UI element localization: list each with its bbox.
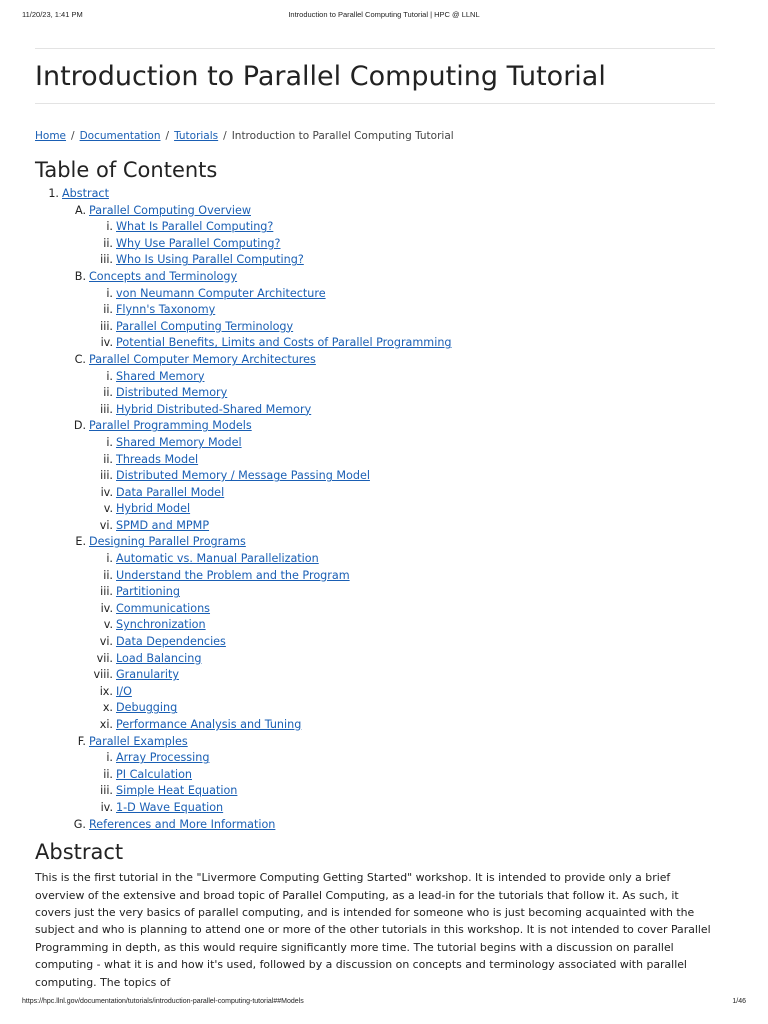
toc-item-parallel-programming-models bbox=[62, 418, 715, 534]
toc-link-why-use-parallel-computing[interactable]: Why Use Parallel Computing? bbox=[116, 236, 281, 250]
toc-link-parallel-computer-memory-architectures[interactable]: Parallel Computer Memory Architectures bbox=[89, 352, 316, 366]
toc-item-threads-model bbox=[89, 452, 715, 469]
toc-item-potential-benefits-limits-and-costs-of-parallel-programming bbox=[89, 335, 715, 352]
toc-item-marker: vi. bbox=[99, 518, 113, 532]
print-datetime: 11/20/23, 1:41 PM bbox=[22, 10, 83, 19]
toc-item-marker: iii. bbox=[100, 585, 113, 599]
abstract-heading: Abstract bbox=[35, 840, 124, 865]
toc-item-data-parallel-model bbox=[89, 485, 715, 502]
toc-link-hybrid-distributed-shared-memory[interactable]: Hybrid Distributed-Shared Memory bbox=[116, 402, 312, 416]
toc-link-partitioning[interactable]: Partitioning bbox=[116, 585, 180, 599]
toc-item-parallel-computing-overview bbox=[62, 203, 715, 269]
breadcrumb bbox=[35, 129, 715, 143]
toc-link-simple-heat-equation[interactable]: Simple Heat Equation bbox=[116, 784, 238, 798]
toc-item-shared-memory-model bbox=[89, 435, 715, 452]
print-doc-title: Introduction to Parallel Computing Tutorial | HPC @ LLNL bbox=[288, 10, 480, 19]
toc-link-parallel-programming-models[interactable]: Parallel Programming Models bbox=[89, 419, 252, 433]
breadcrumb-link-documentation[interactable]: Documentation bbox=[79, 130, 161, 142]
toc-link-understand-the-problem-and-the-program[interactable]: Understand the Problem and the Program bbox=[116, 568, 350, 582]
toc-sublist bbox=[89, 551, 715, 734]
toc-item-marker: i. bbox=[106, 751, 113, 765]
toc-item-distributed-memory bbox=[89, 385, 715, 402]
toc-item-parallel-computer-memory-architectures bbox=[62, 352, 715, 418]
toc-item-marker: v. bbox=[103, 618, 113, 632]
toc-item-marker: D. bbox=[73, 419, 86, 433]
toc-item-marker: vi. bbox=[99, 635, 113, 649]
toc-item-marker: F. bbox=[77, 734, 86, 748]
toc-item-marker: i. bbox=[106, 435, 113, 449]
toc-item-understand-the-problem-and-the-program bbox=[89, 568, 715, 585]
toc-sublist bbox=[89, 286, 715, 352]
toc-item-hybrid-model bbox=[89, 501, 715, 518]
toc-item-marker: i. bbox=[106, 552, 113, 566]
breadcrumb-separator: / bbox=[223, 130, 227, 142]
toc-link-pi-calculation[interactable]: PI Calculation bbox=[116, 767, 193, 781]
toc-item-i-o bbox=[89, 684, 715, 701]
toc-item-von-neumann-computer-architecture bbox=[89, 286, 715, 303]
toc-item-marker: ii. bbox=[103, 236, 113, 250]
toc-item-why-use-parallel-computing bbox=[89, 236, 715, 253]
toc-item-1-d-wave-equation bbox=[89, 800, 715, 817]
toc-item-shared-memory bbox=[89, 369, 715, 386]
toc-item-marker: iv. bbox=[100, 485, 113, 499]
print-footer bbox=[22, 998, 746, 1010]
toc-item-marker: iii. bbox=[100, 253, 113, 267]
toc-item-performance-analysis-and-tuning bbox=[89, 717, 715, 734]
toc-item-flynn-s-taxonomy bbox=[89, 302, 715, 319]
toc-item-who-is-using-parallel-computing bbox=[89, 252, 715, 269]
toc-link-flynn-s-taxonomy[interactable]: Flynn's Taxonomy bbox=[116, 303, 216, 317]
toc-link-automatic-vs-manual-parallelization[interactable]: Automatic vs. Manual Parallelization bbox=[116, 552, 319, 566]
toc-item-marker: C. bbox=[74, 352, 86, 366]
toc-link-von-neumann-computer-architecture[interactable]: von Neumann Computer Architecture bbox=[116, 286, 326, 300]
toc-item-distributed-memory-message-passing-model bbox=[89, 468, 715, 485]
toc-item-debugging bbox=[89, 700, 715, 717]
toc-link-spmd-and-mpmp[interactable]: SPMD and MPMP bbox=[116, 518, 210, 532]
print-header bbox=[22, 10, 746, 22]
toc-link-i-o[interactable]: I/O bbox=[116, 684, 132, 698]
breadcrumb-separator: / bbox=[71, 130, 75, 142]
toc-item-array-processing bbox=[89, 750, 715, 767]
toc-item-marker: B. bbox=[74, 269, 86, 283]
toc-item-marker: iii. bbox=[100, 402, 113, 416]
toc-item-pi-calculation bbox=[89, 767, 715, 784]
toc-item-spmd-and-mpmp bbox=[89, 518, 715, 535]
toc-link-data-dependencies[interactable]: Data Dependencies bbox=[116, 635, 226, 649]
toc-item-marker: v. bbox=[103, 502, 113, 516]
toc-link-granularity[interactable]: Granularity bbox=[116, 668, 179, 682]
toc-link-1-d-wave-equation[interactable]: 1-D Wave Equation bbox=[116, 800, 224, 814]
toc-link-parallel-examples[interactable]: Parallel Examples bbox=[89, 734, 188, 748]
page-title: Introduction to Parallel Computing Tutorial bbox=[35, 61, 606, 92]
toc-item-marker: viii. bbox=[93, 668, 113, 682]
toc-sublist bbox=[89, 369, 715, 419]
toc-item-marker: iii. bbox=[100, 319, 113, 333]
breadcrumb-link-tutorials[interactable]: Tutorials bbox=[174, 130, 219, 142]
toc-item-concepts-and-terminology bbox=[62, 269, 715, 352]
toc-item-granularity bbox=[89, 667, 715, 684]
toc-link-who-is-using-parallel-computing[interactable]: Who Is Using Parallel Computing? bbox=[116, 253, 304, 267]
toc-item-hybrid-distributed-shared-memory bbox=[89, 402, 715, 419]
toc-item-marker: iii. bbox=[100, 784, 113, 798]
toc-item-marker: ii. bbox=[103, 767, 113, 781]
toc-item-marker: A. bbox=[74, 203, 86, 217]
toc-link-designing-parallel-programs[interactable]: Designing Parallel Programs bbox=[89, 535, 246, 549]
toc-link-concepts-and-terminology[interactable]: Concepts and Terminology bbox=[89, 269, 238, 283]
toc-heading: Table of Contents bbox=[35, 158, 218, 182]
toc-item-simple-heat-equation bbox=[89, 783, 715, 800]
toc-link-debugging[interactable]: Debugging bbox=[116, 701, 178, 715]
abstract-paragraph: This is the first tutorial in the "Livermore Computing Getting Started" workshop. It is intended to provide only a brief overview of the extensive and broad topic of Parallel Computing, as a lead-in for the tutorials that follow it. As such, it covers just the very basics of parallel computing, and is intended for someone who is just becoming acquainted with the subject and who is planning to attend one or more of the other tutorials in this workshop. It is not intended to cover Parallel Programming in depth, as this would require significantly more time. The tutorial begins with a discussion on parallel computing - what it is and how it's used, followed by a discussion on concepts and terminology associated with parallel computing. The topics of bbox=[35, 871, 711, 989]
toc-item-marker: ii. bbox=[103, 568, 113, 582]
toc-link-parallel-computing-overview[interactable]: Parallel Computing Overview bbox=[89, 203, 251, 217]
toc-item-marker: i. bbox=[106, 369, 113, 383]
toc-sublist bbox=[62, 203, 715, 834]
toc-item-parallel-computing-terminology bbox=[89, 319, 715, 336]
toc-item-communications bbox=[89, 601, 715, 618]
toc-sublist bbox=[89, 219, 715, 269]
toc-item-references-and-more-information bbox=[62, 817, 715, 834]
toc-item-marker: iii. bbox=[100, 469, 113, 483]
toc-item-marker: E. bbox=[75, 535, 86, 549]
toc-link-array-processing[interactable]: Array Processing bbox=[116, 751, 210, 765]
toc-item-marker: iv. bbox=[100, 336, 113, 350]
toc-link-shared-memory[interactable]: Shared Memory bbox=[116, 369, 205, 383]
toc-link-shared-memory-model[interactable]: Shared Memory Model bbox=[116, 435, 242, 449]
toc-item-marker: iv. bbox=[100, 800, 113, 814]
toc-item-parallel-examples bbox=[62, 734, 715, 817]
toc-link-communications[interactable]: Communications bbox=[116, 601, 211, 615]
toc-item-partitioning bbox=[89, 584, 715, 601]
toc-link-distributed-memory[interactable]: Distributed Memory bbox=[116, 386, 228, 400]
toc-item-marker: i. bbox=[106, 286, 113, 300]
top-divider bbox=[35, 48, 715, 49]
toc-link-references-and-more-information[interactable]: References and More Information bbox=[89, 817, 276, 831]
toc-item-marker: i. bbox=[106, 220, 113, 234]
toc-item-marker: 1. bbox=[48, 187, 59, 200]
print-url: https://hpc.llnl.gov/documentation/tutorials/introduction-parallel-computing-tutorial##Models bbox=[22, 998, 304, 1005]
print-page-number: 1/46 bbox=[732, 998, 746, 1005]
table-of-contents bbox=[35, 186, 715, 833]
toc-item-marker: xi. bbox=[99, 718, 113, 731]
toc-link-synchronization[interactable]: Synchronization bbox=[116, 618, 206, 632]
toc-link-load-balancing[interactable]: Load Balancing bbox=[116, 651, 202, 665]
toc-item-marker: ii. bbox=[103, 386, 113, 400]
breadcrumb-separator: / bbox=[165, 130, 170, 142]
page-content bbox=[35, 48, 715, 991]
toc-item-automatic-vs-manual-parallelization bbox=[89, 551, 715, 568]
toc-item-abstract bbox=[35, 186, 715, 833]
toc-item-what-is-parallel-computing bbox=[89, 219, 715, 236]
toc-link-potential-benefits-limits-and-costs-of-parallel-programming[interactable]: Potential Benefits, Limits and Costs of Parallel Programming bbox=[116, 336, 452, 350]
toc-link-hybrid-model[interactable]: Hybrid Model bbox=[116, 502, 191, 516]
toc-item-marker: ii. bbox=[103, 452, 113, 466]
toc-item-marker: iv. bbox=[100, 601, 113, 615]
toc-item-synchronization bbox=[89, 617, 715, 634]
breadcrumb-current: Introduction to Parallel Computing Tutorial bbox=[231, 130, 454, 142]
title-divider bbox=[35, 103, 715, 104]
breadcrumb-link-home[interactable]: Home bbox=[35, 130, 67, 142]
toc-link-parallel-computing-terminology[interactable]: Parallel Computing Terminology bbox=[116, 319, 294, 333]
toc-item-marker: vii. bbox=[96, 651, 113, 665]
toc-item-load-balancing bbox=[89, 651, 715, 668]
toc-sublist bbox=[89, 750, 715, 816]
toc-link-threads-model[interactable]: Threads Model bbox=[116, 452, 199, 466]
toc-link-distributed-memory-message-passing-model[interactable]: Distributed Memory / Message Passing Model bbox=[116, 469, 370, 483]
toc-link-data-parallel-model[interactable]: Data Parallel Model bbox=[116, 485, 225, 499]
toc-item-marker: G. bbox=[73, 817, 86, 831]
toc-sublist bbox=[89, 435, 715, 535]
toc-link-performance-analysis-and-tuning[interactable]: Performance Analysis and Tuning bbox=[116, 718, 302, 731]
toc-link-abstract[interactable]: Abstract bbox=[62, 187, 109, 200]
toc-item-designing-parallel-programs bbox=[62, 534, 715, 733]
toc-item-marker: x. bbox=[102, 701, 113, 715]
toc-item-data-dependencies bbox=[89, 634, 715, 651]
toc-item-marker: ii. bbox=[103, 303, 113, 317]
toc-link-what-is-parallel-computing[interactable]: What Is Parallel Computing? bbox=[116, 220, 274, 234]
toc-item-marker: ix. bbox=[99, 684, 113, 698]
